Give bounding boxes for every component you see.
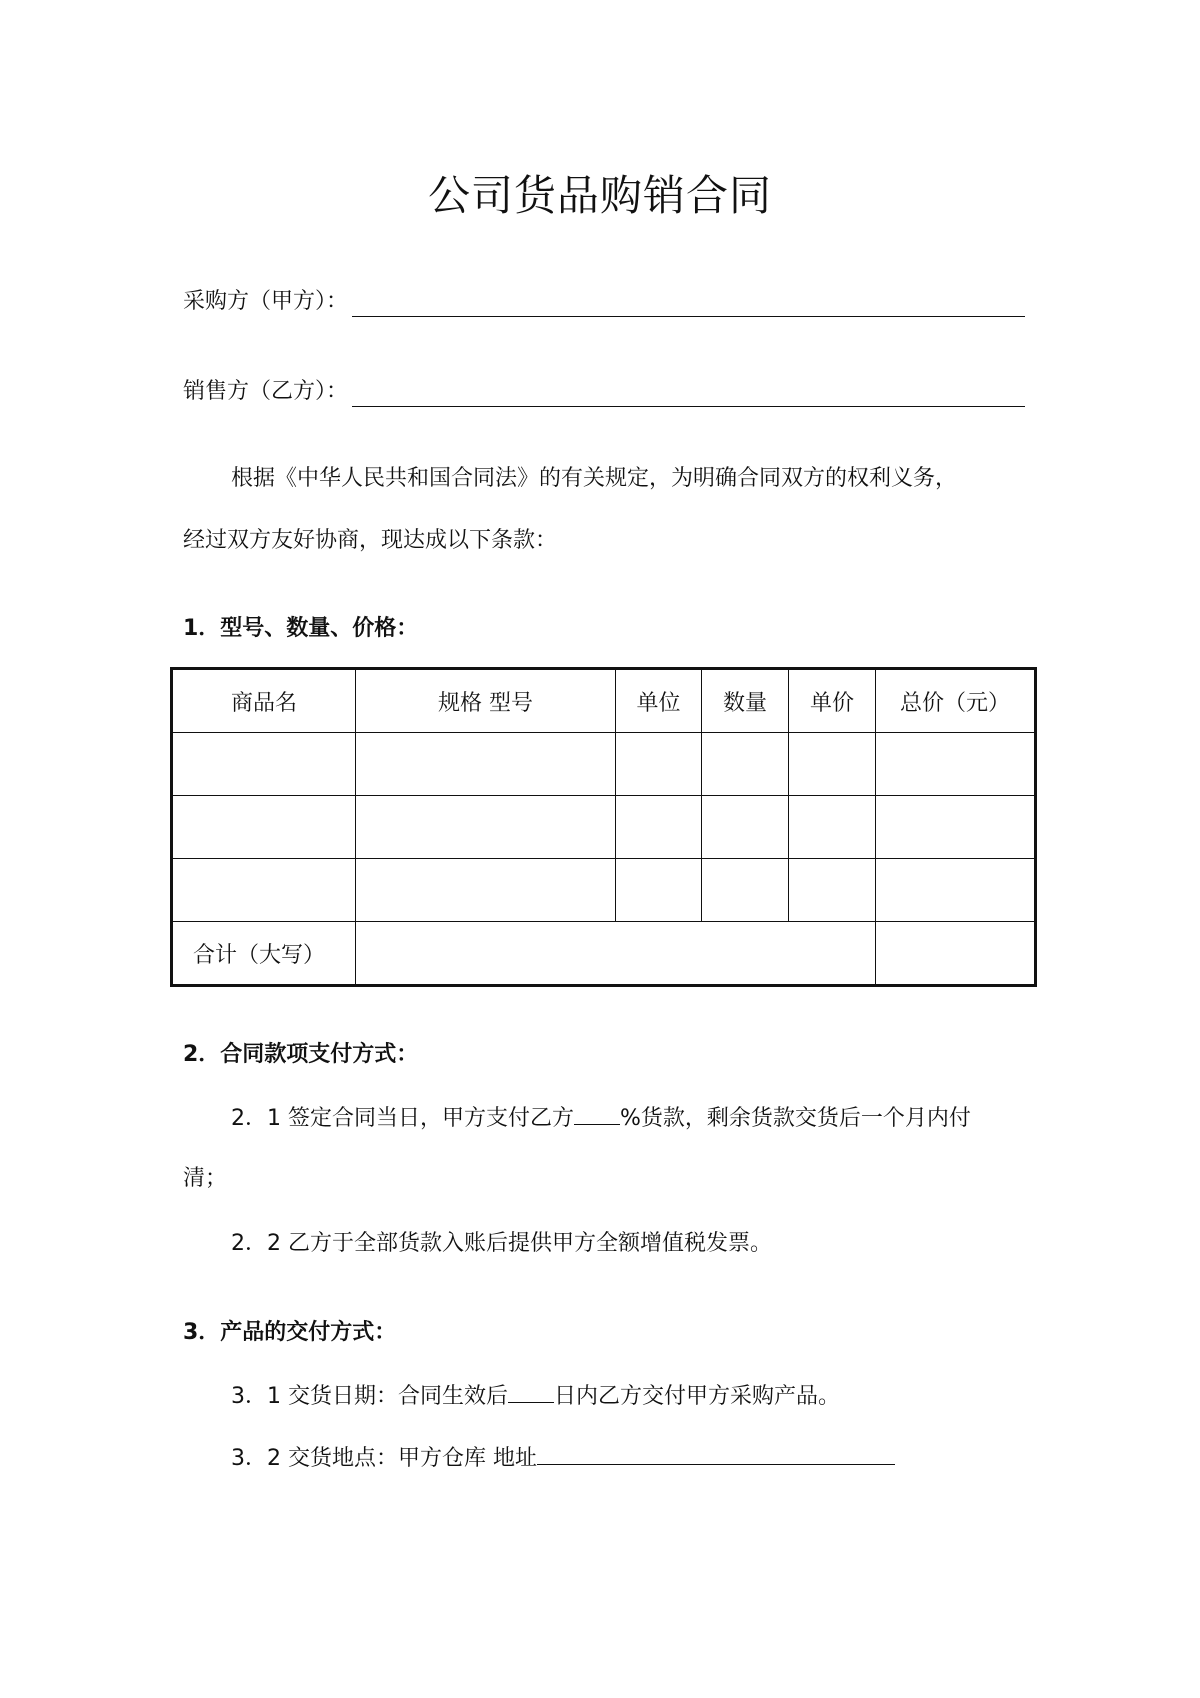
table-cell[interactable] [616,796,702,859]
table-cell[interactable] [702,733,789,796]
delivery-days-blank[interactable] [508,1380,554,1403]
header-total-price: 总价（元） [876,669,1036,733]
table-cell[interactable] [789,733,876,796]
section-3-heading: 3．产品的交付方式： [183,1320,397,1345]
document-title: 公司货品购销合同 [427,171,772,220]
total-label: 合计（大写） [172,922,356,986]
table-header-row [172,669,1036,733]
payment-clause-1-end: %货款，剩余货款交货后一个月内付 [620,1106,971,1131]
payment-clause-1 [183,1102,1073,1134]
delivery-clause-1-end: 日内乙方交付甲方采购产品。 [554,1384,841,1409]
header-unit-price: 单价 [789,669,876,733]
table-cell[interactable] [356,796,616,859]
buyer-row [183,277,1025,317]
table-cell[interactable] [789,796,876,859]
table-cell[interactable] [702,859,789,922]
payment-clause-1-cont: 清； [183,1166,228,1191]
total-in-words-cell[interactable] [356,922,876,986]
table-cell[interactable] [876,859,1036,922]
header-quantity: 数量 [702,669,789,733]
header-unit: 单位 [616,669,702,733]
delivery-address-blank[interactable] [537,1442,895,1465]
section-2-heading: 2．合同款项支付方式： [183,1042,419,1067]
table-cell[interactable] [172,859,356,922]
payment-percent-blank[interactable] [574,1102,620,1125]
delivery-clause-2-text: 3．2 交货地点：甲方仓库 地址 [231,1446,537,1471]
delivery-clause-1-start: 3．1 交货日期：合同生效后 [231,1384,508,1409]
intro-line-2: 经过双方友好协商，现达成以下条款： [183,528,558,553]
payment-clause-1-start: 2．1 签定合同当日，甲方支付乙方 [231,1106,574,1131]
goods-table [170,667,1037,987]
seller-row [183,367,1025,407]
table-cell[interactable] [876,733,1036,796]
table-cell[interactable] [616,733,702,796]
table-cell[interactable] [172,796,356,859]
table-cell[interactable] [356,733,616,796]
table-cell[interactable] [172,733,356,796]
seller-label: 销售方（乙方）： [183,379,349,404]
table-cell[interactable] [876,796,1036,859]
table-row [172,733,1036,796]
delivery-clause-2 [183,1442,1073,1474]
buyer-fill-line[interactable] [352,286,1025,317]
table-total-row [172,922,1036,986]
table-row [172,859,1036,922]
table-row [172,796,1036,859]
table-cell[interactable] [702,796,789,859]
table-cell[interactable] [789,859,876,922]
intro-line-1: 根据《中华人民共和国合同法》的有关规定，为明确合同双方的权利义务， [231,466,958,491]
table-cell[interactable] [616,859,702,922]
delivery-clause-1 [183,1380,1073,1412]
total-amount-cell[interactable] [876,922,1036,986]
header-product-name: 商品名 [172,669,356,733]
section-1-heading: 1．型号、数量、价格： [183,616,419,641]
buyer-label: 采购方（甲方）： [183,289,349,314]
seller-fill-line[interactable] [352,376,1025,407]
table-cell[interactable] [356,859,616,922]
payment-clause-2: 2．2 乙方于全部货款入账后提供甲方全额增值税发票。 [231,1231,772,1256]
header-spec-model: 规格 型号 [356,669,616,733]
